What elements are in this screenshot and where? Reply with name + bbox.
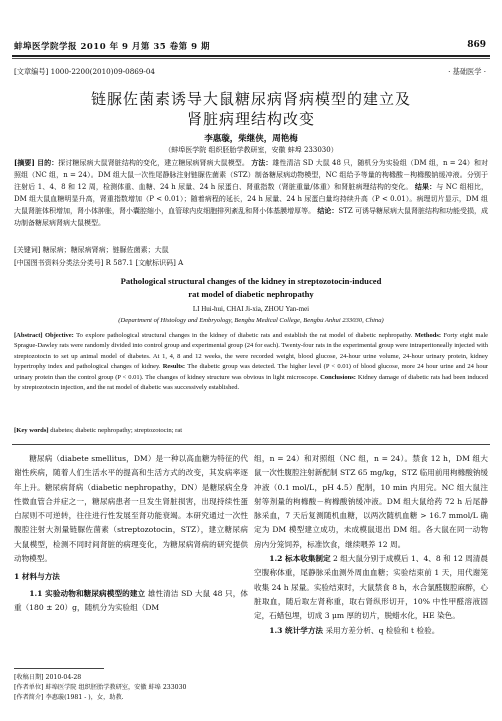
footnote-author-bio: [作者简介] 李惠璇(1981 - )，女，助教. bbox=[14, 694, 124, 701]
subsection-1-2-text: 2 组大鼠分别于成模后 1、4、8 和 12 周清晨空腹称体重，尾静脉采血测外周血血糖；实验结束前 1 天，用代谢笼收集 24 h 尿量。实验结束时，大鼠禁食 8 h，水合氯醛腹腔麻醉，心脏取血，随后取左肾称重，取右肾纵形切开，10% 中性甲醛溶液固定，石蜡包埋，切成 3 μm 厚的切片，脱蜡水化，HE 染色。 bbox=[254, 554, 488, 621]
subsection-1-3 bbox=[254, 624, 488, 638]
abstract-en-methods-label: Methods: bbox=[414, 332, 442, 339]
keywords-en-label: [Key words] bbox=[14, 427, 49, 434]
abstract-en-results-label: Results: bbox=[162, 363, 186, 371]
methods-paragraph-continued: 组，n = 24）和对照组（NC 组，n = 24）。禁食 12 h，DM 组大鼠一次性腹腔注射新配制 STZ 65 mg/kg，STZ 临用前用枸橼酸钠缓冲液（0.1 mol/L，pH 4.5）配制，10 min 内用完。NC 组大鼠注射等剂量的枸橼酸－枸橼酸钠缓冲液。DM 组大鼠给药 72 h 后尾静脉采血，7 天后复测随机血糖，以两次随机血糖 > 16.7 mmol/L 确定为 DM 模型建立成功，未成模鼠退出 DM 组。各大鼠在同一动物房内分笼饲养，标准饮食，继续喂养 12 周。 bbox=[254, 454, 488, 549]
abstract-cn-label: [摘要] bbox=[14, 158, 35, 167]
footnote-rule bbox=[14, 668, 104, 669]
keywords-en bbox=[14, 427, 488, 434]
running-header-journal: 蚌埠医学院学报 2010 年 9 月第 35 卷第 9 期 bbox=[14, 42, 210, 52]
subsection-1-1-heading: 1.1 实验动物和糖尿病模型的建立 bbox=[29, 588, 146, 598]
body-column-right bbox=[254, 452, 488, 638]
abstract-en-objective-label: Objective: bbox=[44, 332, 74, 339]
title-cn-line2: 肾脏病理结构改变 bbox=[186, 110, 315, 128]
subsection-1-2 bbox=[254, 552, 488, 623]
subsection-1-3-text: 采用方差分析、q 检验和 t 检验。 bbox=[325, 625, 440, 635]
abstract-cn-methods-label: 方法： bbox=[251, 158, 273, 167]
subsection-1-1-text: 雄性清洁 SD 大鼠 48 只，体重（180 ± 20）g，随机分为实验组（DM bbox=[14, 588, 249, 612]
body-column-left bbox=[14, 452, 248, 615]
classification-cn: [中国图书资料分类法分类号] R 587.1 [文献标识码] A bbox=[14, 259, 184, 267]
page-number: 869 bbox=[467, 40, 486, 50]
title-en-line2: rat model of diabetic nephropathy bbox=[188, 289, 314, 299]
abstract-cn-results: 与 NC 组相比，DM 组大鼠血糖明显升高，肾重指数增加（P < 0.01）；随着病程的延长，24 h 尿量、24 h 尿蛋白量均持续升高（P < 0.01）。病理切片显示，DM 组大鼠肾脏体积增加，肾小体肿胀，肾小囊腔缩小，血管球内皮细胞排列紊乱和肾小体基膜增厚等。 bbox=[14, 183, 488, 216]
abstract-en-conclusion: Kidney damage of diabetic rats had been induced by streptozotocin injection, and the rat model of diabetic was successively established. bbox=[14, 373, 488, 392]
footnote-author-unit: [作者单位] 蚌埠医学院 组织胚胎学教研室，安徽 蚌埠 233030 bbox=[14, 684, 187, 691]
intro-paragraph: 糖尿病（diabete smellitus，DM）是一种以高血糖为特征的代谢性疾病，随着人们生活水平的提高和生活方式的改变，其发病率逐年上升。糖尿病肾病（diabetic nephropathy，DN）是糖尿病全身性微血管合并症之一，糖尿病患者一旦发生肾脏损害，出现持续性蛋白尿则不可逆转，往往进行性发展至肾功能衰竭。本研究通过一次性腹腔注射大剂量链脲佐菌素（streptozotocin，STZ），建立糖尿病大鼠模型，检测不同时间肾脏的病理变化，为糖尿病肾病的研究提供动物模型。 bbox=[14, 454, 248, 564]
title-en-line1: Pathological structural changes of the kidney in streptozotocin-induced bbox=[120, 276, 382, 286]
subsection-1-3-heading: 1.3 统计学方法 bbox=[269, 625, 324, 635]
abstract-en-methods: Forty eight male Sprague-Dawley rats were randomly divided into control group and experimental group (24 for each). Twenty-four rats in the experimental group were intraperitoneally injected with streptozotocin to set up animal model of diabetes. At 1, 4, 8 and 12 weeks, the were recorded weight, blood glucose, 24-hour urine volume, 24-hour urinary protein, kidney hypertrophy index and pathological changes of kidney. bbox=[14, 332, 489, 371]
abstract-en-results: The diabetic group was detected. The higher level (P < 0.01) of blood glucose, more 24 hour urine and 24 hour urinary protein than the control group (P < 0.01). The changes of kidney structure was obvious in light microscope. bbox=[14, 363, 489, 381]
authors-en: LI Hui-hui, CHAI Ji-xia, ZHOU Yan-mei bbox=[192, 305, 310, 313]
abstract-en-conclusion-label: Conclusions: bbox=[320, 373, 356, 381]
authors-cn: 李惠璇，柴继侠，周艳梅 bbox=[204, 134, 298, 144]
article-id: [文章编号] 1000-2200(2010)09-0869-04 bbox=[14, 67, 155, 76]
section-heading-methods: 1 材料与方法 bbox=[14, 572, 60, 582]
header-rule-thin bbox=[12, 58, 490, 59]
header-rule-thick bbox=[12, 55, 490, 57]
section-tag: · 基础医学 · bbox=[448, 67, 486, 76]
footnote-received: [收稿日期] 2010-04-28 bbox=[14, 674, 82, 681]
abstract-cn-objective-label: 目的： bbox=[37, 158, 59, 167]
subsection-1-1 bbox=[14, 587, 248, 616]
abstract-cn-results-label: 结果： bbox=[414, 182, 437, 192]
keywords-en-text: diabetes; diabetic nephropathy; streptozotocin; rat bbox=[50, 427, 183, 434]
abstract-en-objective: To explore pathological structural changes in the kidney of diabetic rats and establish the rat model of diabetic nephropathy. bbox=[76, 332, 413, 339]
affiliation-cn: （蚌埠医学院 组织胚胎学教研室，安徽 蚌埠 233030） bbox=[164, 146, 338, 154]
abstract-cn-conclusion: STZ 可诱导糖尿病大鼠肾脏结构和功能受损，成功制备糖尿病肾病大鼠模型。 bbox=[14, 207, 489, 227]
abstract-en bbox=[14, 331, 488, 393]
title-cn-line1: 链脲佐菌素诱导大鼠糖尿病肾病模型的建立及 bbox=[90, 90, 411, 108]
affiliation-en: (Department of Histology and Embryology, Bengbu Medical College, Bengbu Anhui 233030, China) bbox=[118, 317, 384, 324]
keywords-cn: [关键词] 糖尿病；糖尿病肾病；链脲佐菌素；大鼠 bbox=[14, 246, 169, 254]
abstract-en-label: [Abstract] bbox=[14, 332, 43, 339]
abstract-cn-methods: 雄性清洁 SD 大鼠 48 只，随机分为实验组（DM 组，n = 24）和对照组（NC 组，n = 24）。DM 组大鼠一次性尾静脉注射链脲佐菌素（STZ）制备糖尿病动物模型，NC 组给予等量的枸橼酸－枸橼酸钠缓冲液。分别于注射后 1、4、8 和 12 周，检测体重、血糖、24 h 尿量、24 h 尿蛋白、肾重指数（肾脏重量/体重）和肾脏病理结构的变化。 bbox=[14, 159, 489, 192]
section-separator bbox=[12, 444, 490, 445]
abstract-cn-conclusion-label: 结论： bbox=[317, 206, 339, 216]
subsection-1-2-heading: 1.2 标本收集制定 bbox=[269, 554, 331, 564]
abstract-cn bbox=[14, 157, 488, 230]
abstract-cn-objective: 探讨糖尿病大鼠肾脏结构的变化，建立糖尿病肾病大鼠模型。 bbox=[58, 159, 249, 167]
